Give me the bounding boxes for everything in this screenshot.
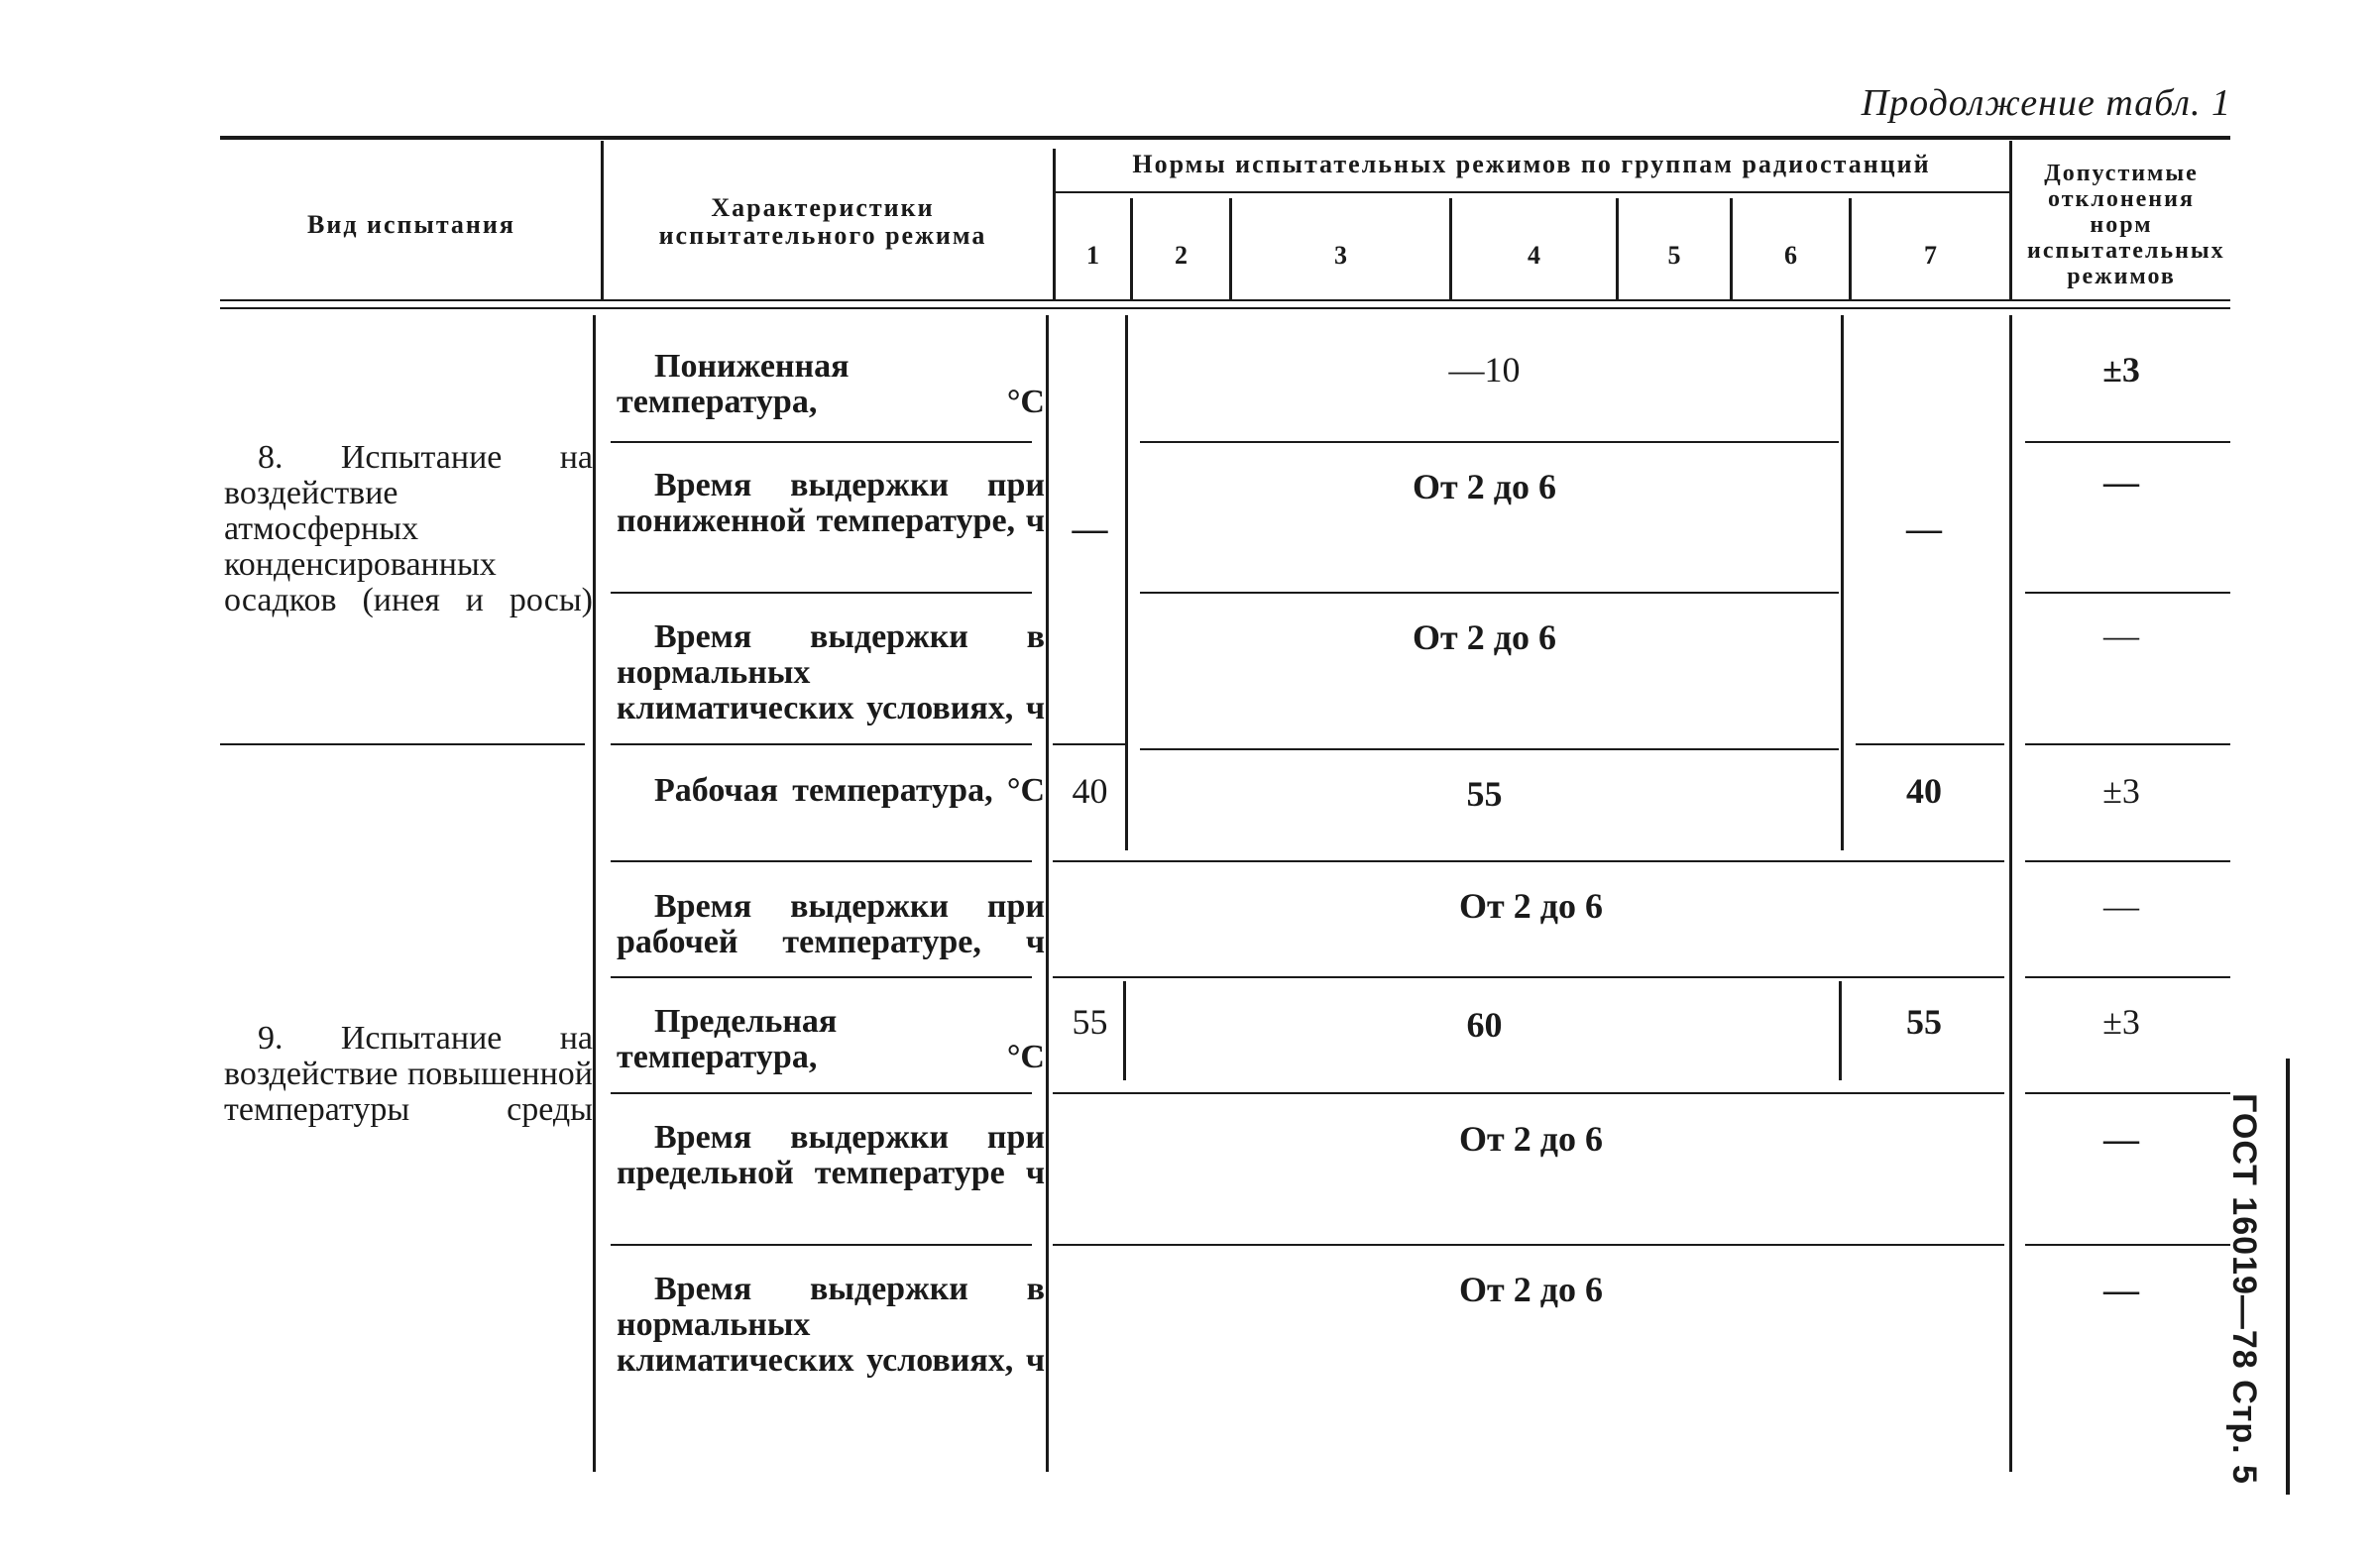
row-rule [2025,976,2230,978]
characteristic-text: Предельная температура, °С [617,1003,1045,1075]
table-continuation-caption: Продолжение табл. 1 [1861,82,2231,124]
table-top-rule [220,136,2230,140]
group-number: 4 [1528,241,1540,270]
tolerance-value: — [2103,1270,2139,1309]
row-rule [1140,748,1839,750]
tolerance-value: — [2103,1119,2139,1159]
side-page-label: ГОСТ 16019—78 Стр. 5 [2224,1092,2263,1485]
row-rule [611,592,1032,594]
norm-value-all-groups: От 2 до 6 [1459,1270,1603,1309]
body-divider [1046,315,1049,1472]
header-divider [2009,141,2012,299]
tolerance-value: — [2103,886,2139,926]
row-rule [611,441,1032,443]
header-tolerance: Допустимые отклонения норм испытательных режимов [2027,161,2225,289]
row-rule [611,1244,1032,1246]
row-rule [611,1092,1032,1094]
norm-value-group-7: 40 [1906,771,1942,811]
group7-divider [1839,981,1842,1080]
row-rule [1140,592,1839,594]
norm-value-group-1: 40 [1072,771,1108,811]
group-number: 2 [1175,241,1188,270]
group-number: 5 [1667,241,1681,270]
norm-value-all-groups: От 2 до 6 [1459,886,1603,926]
group-number: 3 [1334,241,1347,270]
row-rule [1053,976,2004,978]
body-divider [593,315,596,1472]
row-rule [1140,441,1839,443]
characteristic-text: Время выдержки при пониженной температуре, ч [617,467,1045,539]
group-number: 7 [1924,241,1937,270]
norm-value-groups-2-6: 60 [1466,1005,1503,1045]
characteristic-text: Пониженная температура, °С [617,348,1045,420]
header-norms: Нормы испытательных режимов по группам радиостанций [1132,150,1931,178]
header-divider [601,141,604,299]
row-rule [2025,592,2230,594]
header-bottom-rule-2 [220,307,2230,309]
norm-value-all-groups: От 2 до 6 [1459,1119,1603,1159]
row-rule [2025,441,2230,443]
row-rule [2025,1244,2230,1246]
row-rule [1856,743,2004,745]
row-rule [1053,860,2004,862]
norm-value-groups-2-6: —10 [1448,350,1521,390]
norm-value-group-7: — [1906,508,1942,548]
norm-value-groups-2-6: От 2 до 6 [1413,467,1556,506]
section-separator [220,743,585,745]
characteristic-text: Рабочая температура, °С [654,772,1045,809]
norm-value-group-1: — [1072,508,1108,548]
row-rule [611,743,1032,745]
row-rule [2025,743,2230,745]
row-rule [1053,743,1127,745]
characteristic-text: Время выдержки при рабочей температуре, ч [617,888,1045,960]
norms-subheader-rule [1053,191,2009,193]
norm-value-groups-2-6: От 2 до 6 [1413,617,1556,657]
header-characteristics: Характеристики испытательного режима [658,193,987,250]
header-bottom-rule-1 [220,299,2230,301]
section-title-8: 8. Испытание на воздействие атмосферных конденсированных осадков (инея и росы) [224,439,593,618]
header-divider [1053,149,1056,299]
characteristic-text: Время выдержки при предельной температуре ч [617,1119,1045,1191]
norm-value-group-7: 55 [1906,1002,1942,1042]
tolerance-value: ±3 [2102,350,2140,390]
tolerance-value: — [2103,615,2139,655]
group-number: 6 [1784,241,1797,270]
row-rule [2025,860,2230,862]
section-title-9: 9. Испытание на воздействие повышенной температуры среды [224,1020,593,1128]
characteristic-text: Время выдержки в нормальных климатических условиях, ч [617,1271,1045,1379]
group-number: 1 [1086,241,1099,270]
row-rule [611,860,1032,862]
characteristic-text: Время выдержки в нормальных климатических условиях, ч [617,618,1045,726]
side-rule [2286,1059,2290,1495]
tolerance-value: ±3 [2102,771,2140,811]
row-rule [1053,1244,2004,1246]
row-rule [2025,1092,2230,1094]
row-rule [611,976,1032,978]
norm-value-groups-2-6: 55 [1466,774,1503,814]
tolerance-value: ±3 [2102,1002,2140,1042]
tolerance-value: — [2103,462,2139,502]
norm-value-group-1: 55 [1072,1002,1108,1042]
header-test-type: Вид испытания [307,210,515,239]
row-rule [1053,1092,2004,1094]
